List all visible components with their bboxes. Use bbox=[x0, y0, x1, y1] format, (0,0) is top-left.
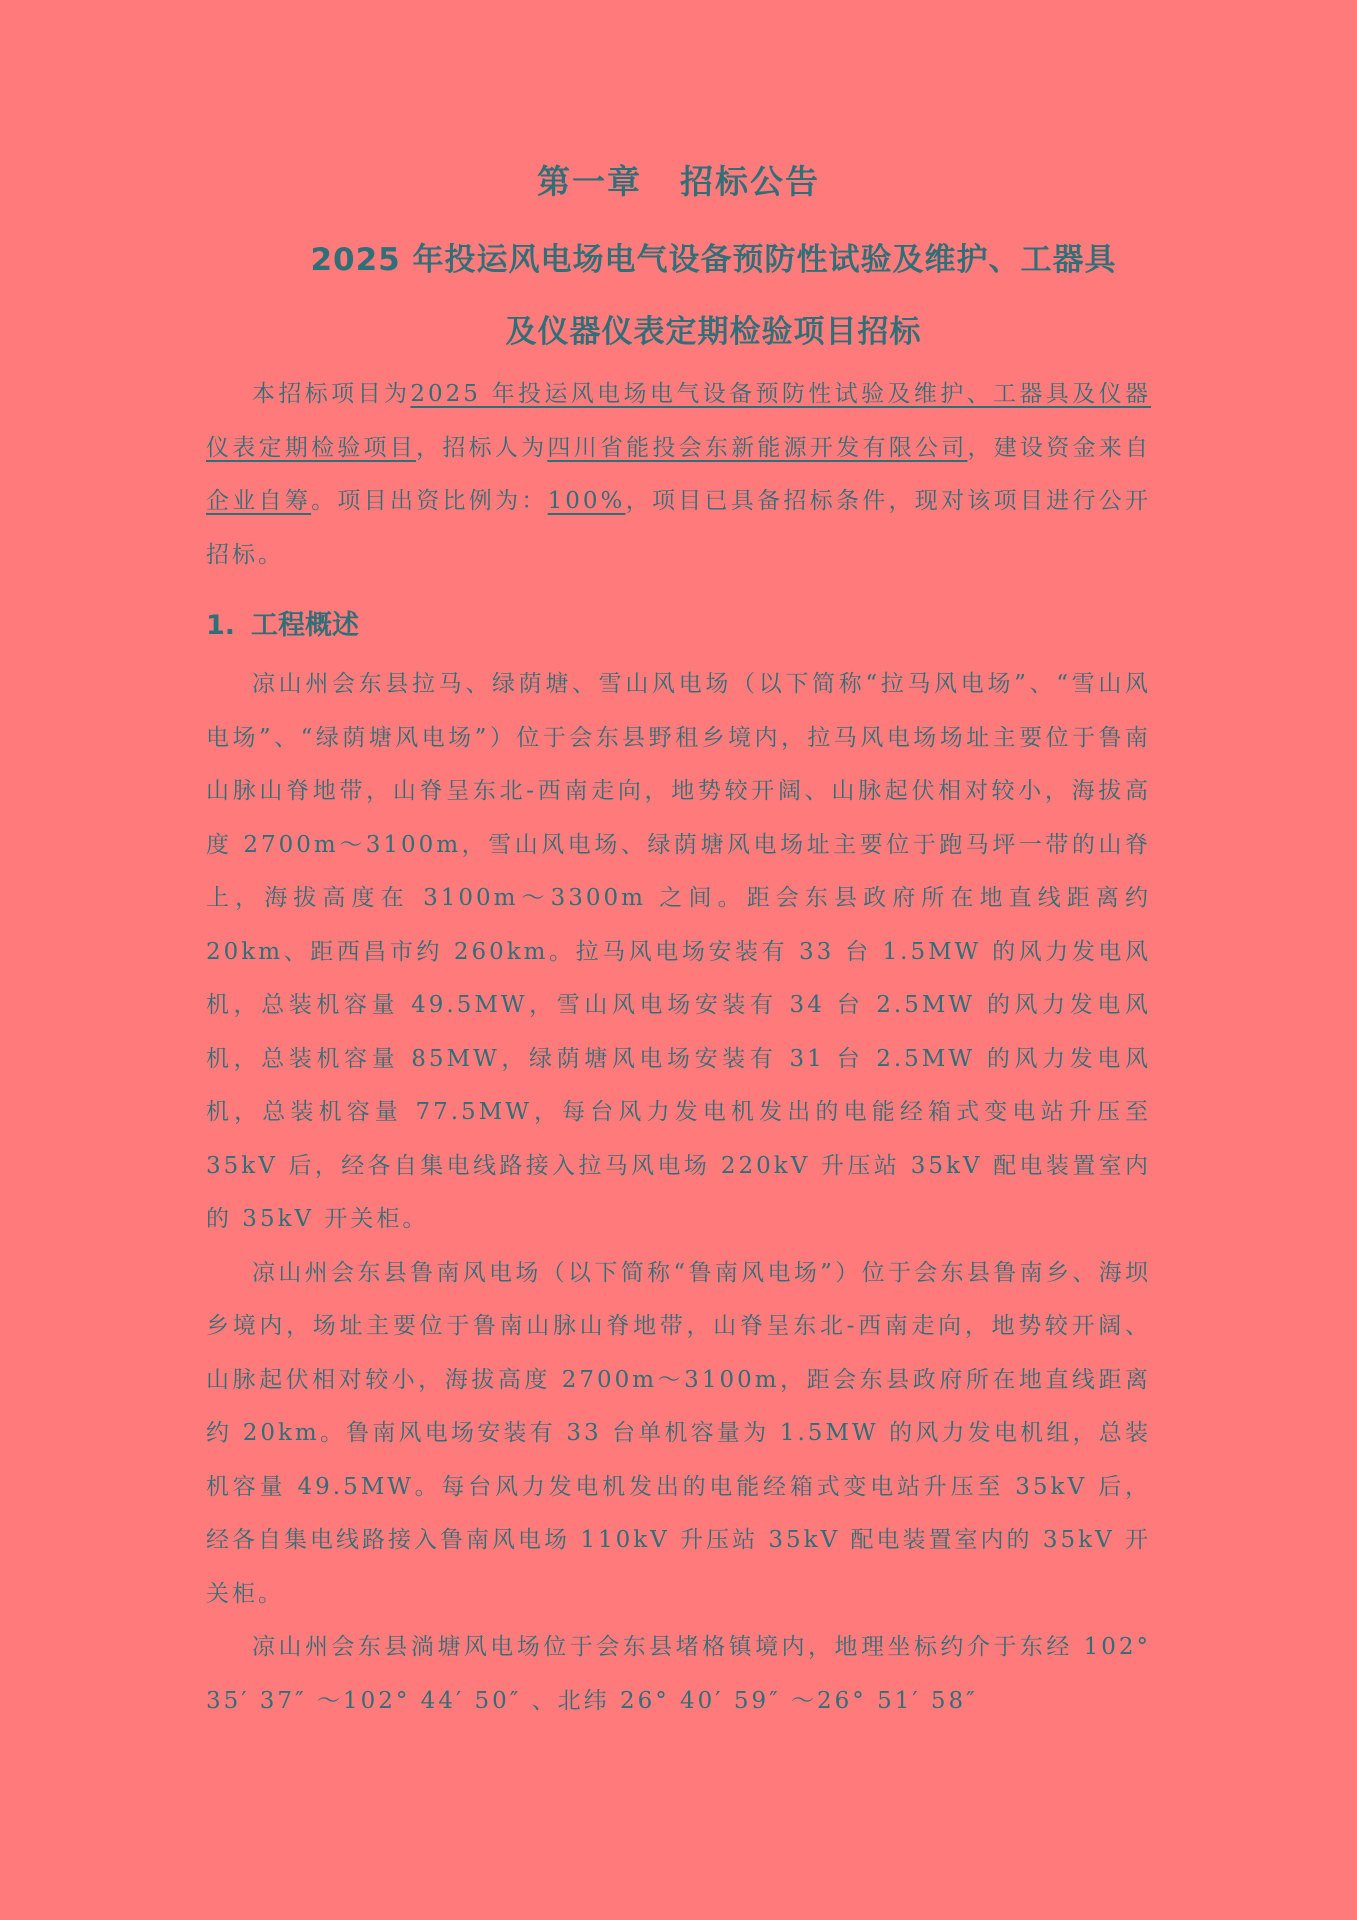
project-title-line1: 2025 年投运风电场电气设备预防性试验及维护、工器具 bbox=[310, 242, 1117, 278]
intro-text-2: ，招标人为 bbox=[416, 434, 548, 461]
body-paragraph: 凉山州会东县鲁南风电场（以下简称“鲁南风电场”）位于会东县鲁南乡、海坝乡境内，场址主要位于鲁南山脉山脊地带，山脊呈东北-西南走向，地势较开阔、山脉起伏相对较小，海拔高度 2700m～3100m，距会东县政府所在地直线距离约 20km。鲁南风电场安装有 33 台单机容量为 1.5MW 的风力发电机组，总装机容量 49.5MW。每台风力发电机发出的电能经箱式变电站升压至 35kV 后，经各自集电线路接入鲁南风电场 110kV 升压站 35kV 配电装置室内的 35kV 开关柜。 bbox=[206, 1259, 1151, 1607]
document-page bbox=[206, 160, 1151, 1728]
intro-text-1: 本招标项目为 bbox=[252, 381, 411, 407]
project-title bbox=[206, 224, 1151, 368]
body-paragraph: 凉山州会东县淌塘风电场位于会东县堵格镇境内，地理坐标约介于东经 102° 35′ 37″ ～102° 44′ 50″ 、北纬 26° 40′ 59″ ～26° 51′ 58″ bbox=[206, 1634, 1151, 1714]
chapter-heading bbox=[206, 160, 1151, 204]
intro-text-3: ，建设资金来自 bbox=[967, 434, 1152, 461]
section-heading bbox=[206, 604, 1151, 648]
investment-ratio: 100% bbox=[547, 488, 626, 514]
chapter-number: 第一章 bbox=[537, 162, 642, 201]
intro-paragraph bbox=[206, 368, 1151, 582]
tenderer-name: 四川省能投会东新能源开发有限公司 bbox=[547, 434, 968, 461]
intro-text-5: ，项目已具备招标条件，现对该项目进行公开招标。 bbox=[206, 488, 1152, 568]
fund-source: 企业自筹 bbox=[206, 488, 312, 514]
section-number: 1. bbox=[206, 610, 236, 641]
body-paragraph: 凉山州会东县拉马、绿荫塘、雪山风电场（以下简称“拉马风电场”、“雪山风电场”、“绿荫塘风电场”）位于会东县野租乡境内，拉马风电场场址主要位于鲁南山脉山脊地带，山脊呈东北-西南走向，地势较开阔、山脉起伏相对较小，海拔高度 2700m～3100m，雪山风电场、绿荫塘风电场址主要位于跑马坪一带的山脊上，海拔高度在 3100m～3300m 之间。距会东县政府所在地直线距离约 20km、距西昌市约 260km。拉马风电场安装有 33 台 1.5MW 的风力发电风机，总装机容量 49.5MW，雪山风电场安装有 34 台 2.5MW 的风力发电风机，总装机容量 85MW，绿荫塘风电场安装有 31 台 2.5MW 的风力发电风机，总装机容量 77.5MW，每台风力发电机发出的电能经箱式变电站升压至 35kV 后，经各自集电线路接入拉马风电场 220kV 升压站 35kV 配电装置室内的 35kV 开关柜。 bbox=[206, 671, 1152, 1232]
project-title-line2: 及仪器仪表定期检验项目招标 bbox=[505, 314, 922, 350]
section-title: 工程概述 bbox=[251, 610, 360, 641]
intro-text-4: 。项目出资比例为： bbox=[311, 488, 548, 514]
chapter-title: 招标公告 bbox=[680, 162, 820, 201]
project-name: 2025 年投运风电场电气设备预防性试验及维护、工器具及仪器仪表定期检验项目 bbox=[206, 381, 1151, 461]
